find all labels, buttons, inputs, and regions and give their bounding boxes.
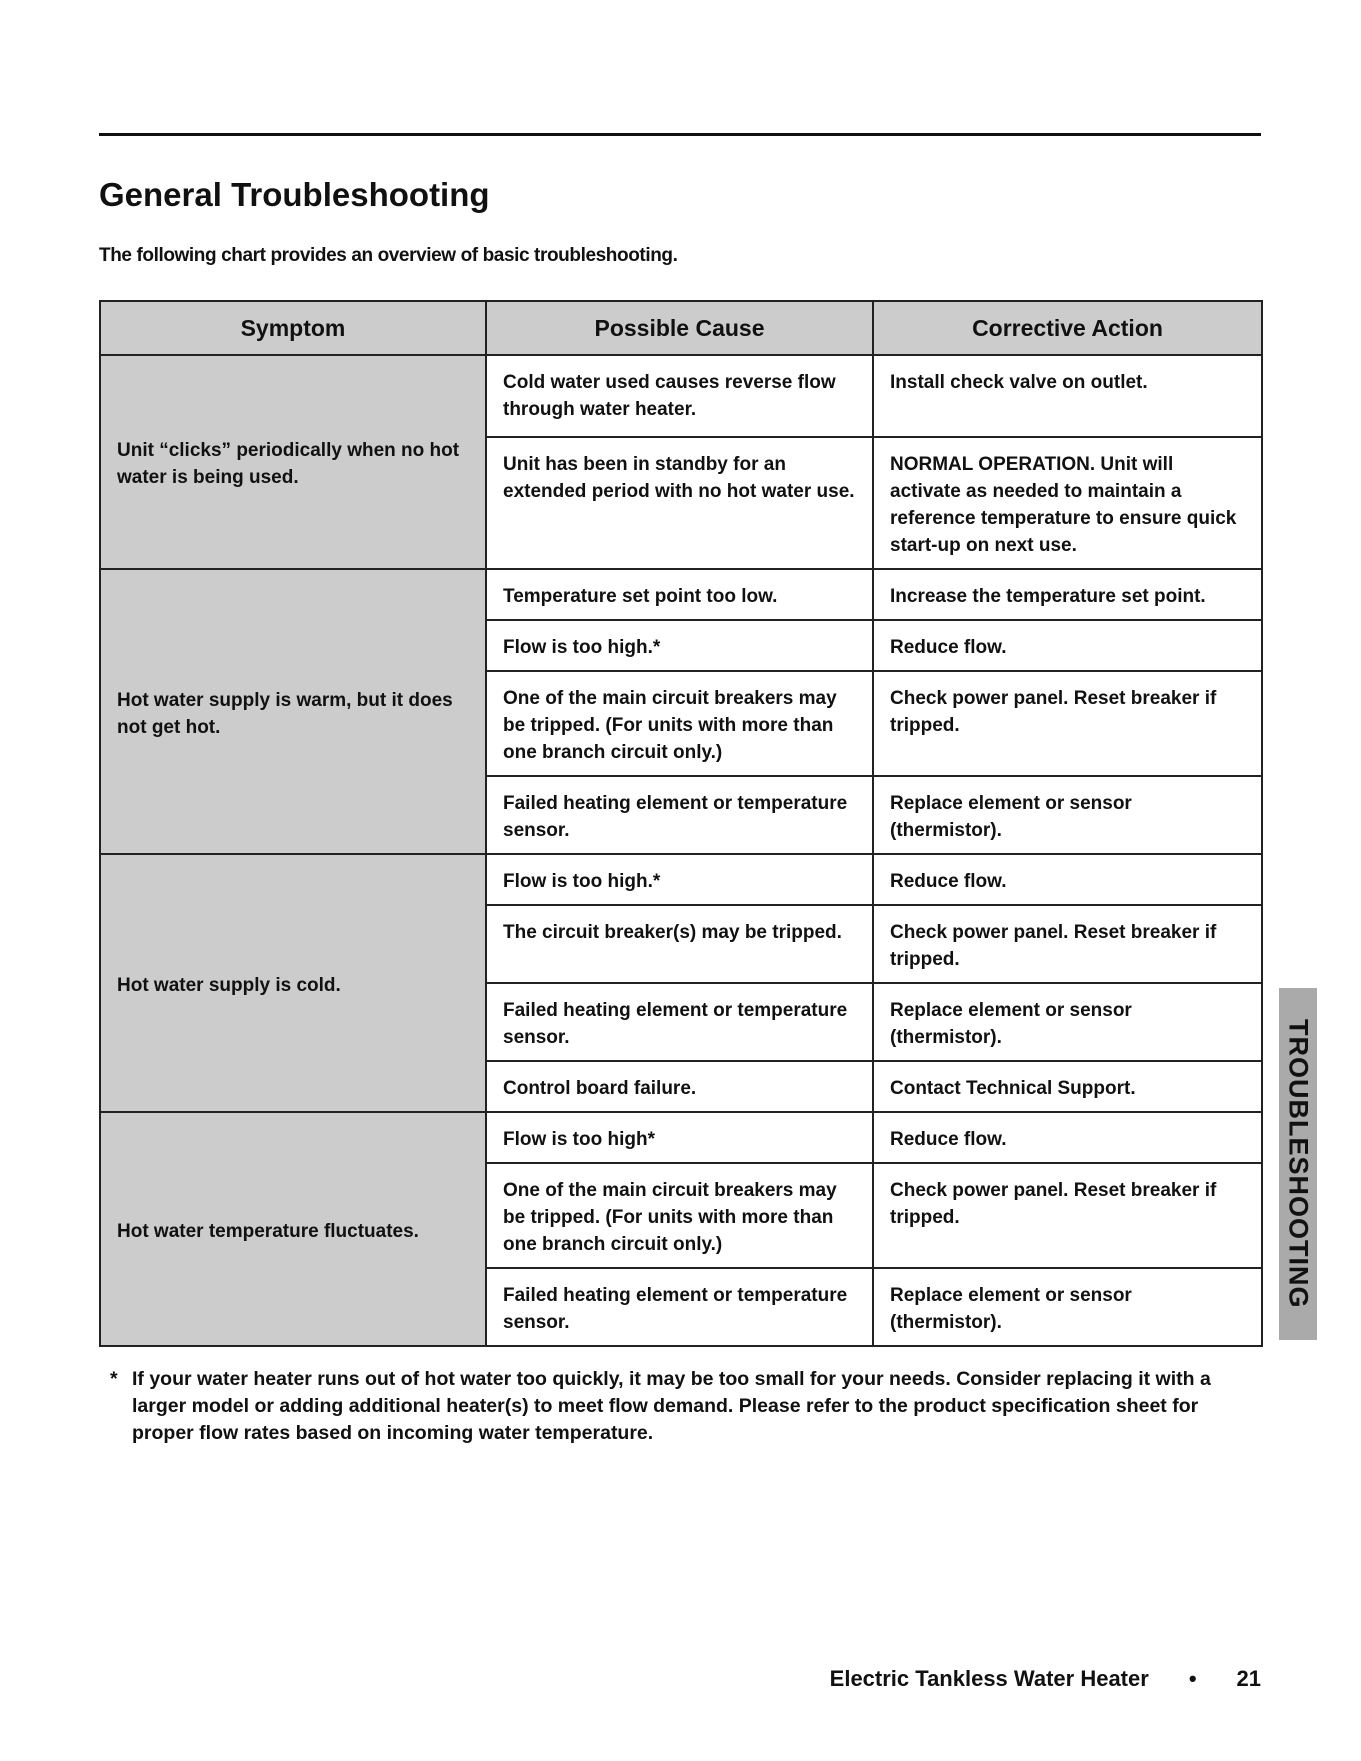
cause-cell: One of the main circuit breakers may be tripped. (For units with more than one branch circuit only.) <box>486 1163 873 1268</box>
cause-cell: Control board failure. <box>486 1061 873 1112</box>
page-title: General Troubleshooting <box>99 176 490 213</box>
troubleshooting-table <box>99 300 1263 1347</box>
header-corrective-action: Corrective Action <box>873 301 1262 355</box>
action-cell: Reduce flow. <box>873 1112 1262 1163</box>
cause-cell: The circuit breaker(s) may be tripped. <box>486 905 873 983</box>
intro-text: The following chart provides an overview of basic troubleshooting. <box>99 245 678 266</box>
table-header-row <box>100 301 1262 355</box>
action-cell: Replace element or sensor (thermistor). <box>873 776 1262 854</box>
footnote-text: If your water heater runs out of hot water too quickly, it may be too small for your needs. Consider replacing it with a larger model or adding additional heater(s) to meet flow demand. Please refer to the product specification sheet for proper flow rates based on incoming water temperature. <box>132 1368 1211 1444</box>
table-row <box>100 854 1262 905</box>
header-possible-cause: Possible Cause <box>486 301 873 355</box>
symptom-cell: Unit “clicks” periodically when no hot water is being used. <box>100 355 486 569</box>
page-number: 21 <box>1236 1666 1261 1691</box>
cause-cell: One of the main circuit breakers may be tripped. (For units with more than one branch circuit only.) <box>486 671 873 776</box>
cause-cell: Unit has been in standby for an extended period with no hot water use. <box>486 437 873 569</box>
action-cell: Install check valve on outlet. <box>873 355 1262 437</box>
page-footer <box>830 1666 1261 1692</box>
action-cell: Check power panel. Reset breaker if tripped. <box>873 671 1262 776</box>
symptom-cell: Hot water temperature fluctuates. <box>100 1112 486 1346</box>
action-cell: NORMAL OPERATION. Unit will activate as needed to maintain a reference temperature to ensure quick start-up on next use. <box>873 437 1262 569</box>
cause-cell: Cold water used causes reverse flow through water heater. <box>486 355 873 437</box>
table-row <box>100 1112 1262 1163</box>
table-row <box>100 355 1262 437</box>
cause-cell: Failed heating element or temperature sensor. <box>486 983 873 1061</box>
cause-cell: Failed heating element or temperature sensor. <box>486 776 873 854</box>
cause-cell: Flow is too high.* <box>486 620 873 671</box>
footer-bullet: • <box>1188 1666 1197 1691</box>
action-cell: Increase the temperature set point. <box>873 569 1262 620</box>
section-side-tab <box>1279 988 1317 1340</box>
side-tab-label: TROUBLESHOOTING <box>1283 1019 1314 1309</box>
action-cell: Reduce flow. <box>873 854 1262 905</box>
cause-cell: Flow is too high.* <box>486 854 873 905</box>
footnote <box>110 1366 1250 1447</box>
action-cell: Check power panel. Reset breaker if tripped. <box>873 1163 1262 1268</box>
action-cell: Contact Technical Support. <box>873 1061 1262 1112</box>
action-cell: Replace element or sensor (thermistor). <box>873 983 1262 1061</box>
cause-cell: Flow is too high* <box>486 1112 873 1163</box>
symptom-cell: Hot water supply is cold. <box>100 854 486 1112</box>
action-cell: Replace element or sensor (thermistor). <box>873 1268 1262 1346</box>
footer-document-title: Electric Tankless Water Heater <box>829 1666 1149 1691</box>
table-row <box>100 569 1262 620</box>
symptom-cell: Hot water supply is warm, but it does not get hot. <box>100 569 486 854</box>
action-cell: Check power panel. Reset breaker if tripped. <box>873 905 1262 983</box>
cause-cell: Temperature set point too low. <box>486 569 873 620</box>
header-symptom: Symptom <box>100 301 486 355</box>
footnote-mark: * <box>110 1368 118 1390</box>
cause-cell: Failed heating element or temperature sensor. <box>486 1268 873 1346</box>
action-cell: Reduce flow. <box>873 620 1262 671</box>
top-divider <box>99 133 1261 136</box>
